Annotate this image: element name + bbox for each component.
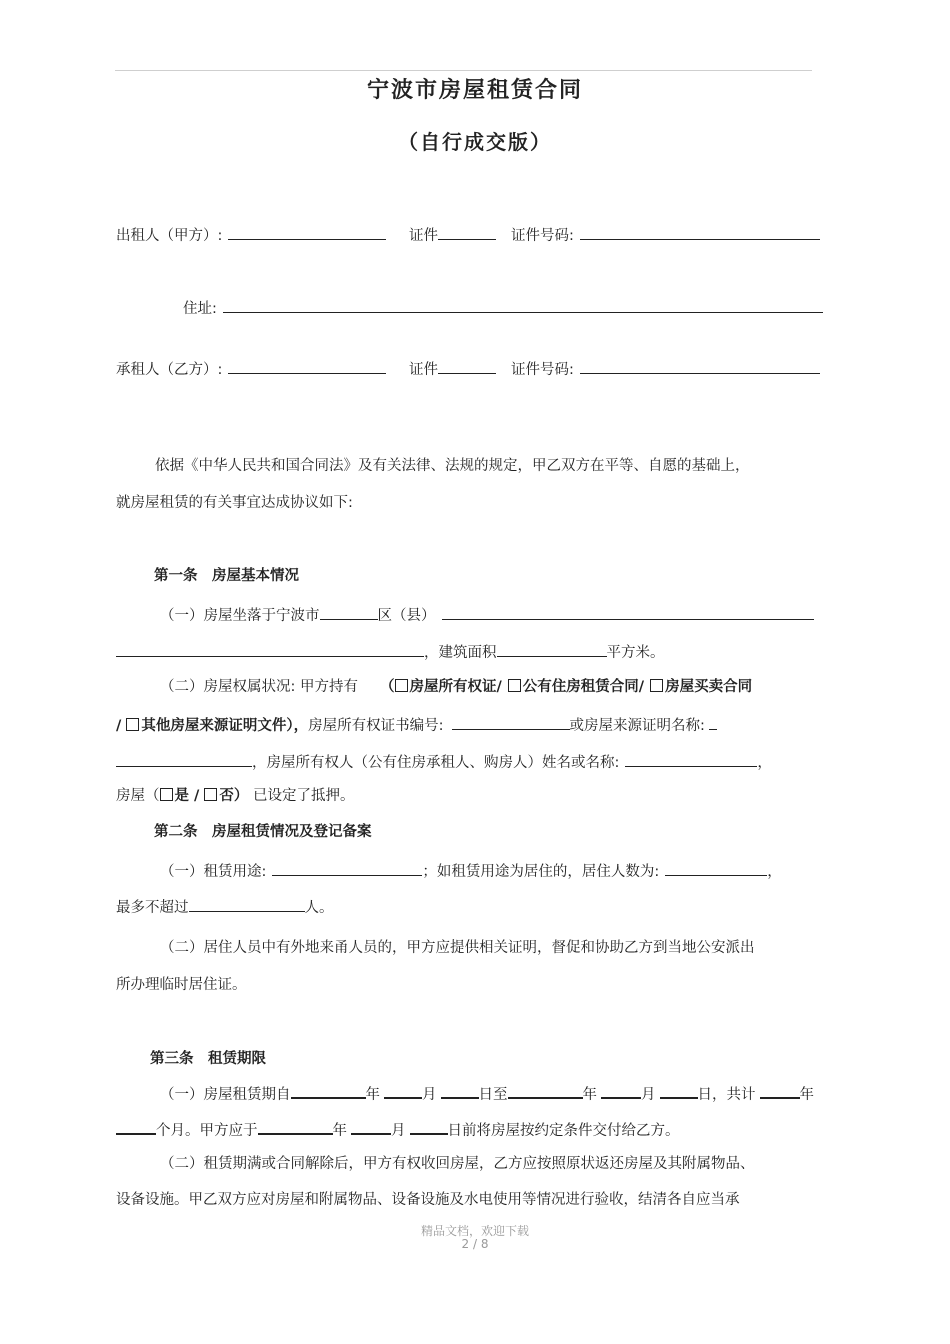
owner-field[interactable] xyxy=(625,750,757,767)
intro-line-2: 就房屋租赁的有关事宜达成协议如下: xyxy=(116,495,353,511)
option-other-documents: 其他房屋来源证明文件）， xyxy=(141,718,309,734)
source-doc-field[interactable] xyxy=(709,713,717,730)
article-2-heading: 第二条 房屋租赁情况及登记备案 xyxy=(154,824,372,840)
total-months-field[interactable] xyxy=(116,1117,156,1135)
article-2-usage-row xyxy=(160,859,782,882)
max-occupants-label: 最多不超过 xyxy=(116,900,189,916)
lessee-cert-field[interactable] xyxy=(438,357,496,374)
article-1-certificate-row xyxy=(116,713,717,736)
article-3-return-line-1: （二）租赁期满或合同解除后，甲方有权收回房屋，乙方应按照原状返还房屋及其附属物品、 xyxy=(160,1156,755,1172)
lessor-cert-no-label: 证件号码: xyxy=(511,228,574,244)
lessor-cert-label: 证件 xyxy=(409,228,438,244)
checkbox-public-housing-lease[interactable] xyxy=(508,679,521,692)
option-open-paren: （ xyxy=(380,679,395,695)
lessor-cert-row xyxy=(409,223,496,246)
owner-label: ，房屋所有权人（公有住房承租人、购房人）姓名或名称: xyxy=(252,755,620,771)
article-1-area-row xyxy=(116,640,665,663)
handover-suffix: 日前将房屋按约定条件交付给乙方。 xyxy=(447,1123,680,1139)
lessee-row xyxy=(116,357,386,380)
article-2-residence-line-1: （二）居住人员中有外地来甬人员的，甲方应提供相关证明，督促和协助乙方到当地公安派出 xyxy=(160,940,755,956)
ownership-prefix: （二）房屋权属状况: 甲方持有 xyxy=(160,679,358,695)
article-1-owner-row xyxy=(116,750,772,773)
area-unit: 平方米。 xyxy=(606,645,665,661)
lessee-cert-label: 证件 xyxy=(409,362,438,378)
end-day-unit: 日，共计 xyxy=(697,1087,756,1103)
certificate-no-label: 房屋所有权证书编号: xyxy=(308,718,444,734)
checkbox-mortgage-yes[interactable] xyxy=(160,788,173,801)
mortgage-yes-label: 是 xyxy=(174,788,189,804)
article-3-heading: 第三条 租赁期限 xyxy=(150,1051,266,1067)
end-day-field[interactable] xyxy=(660,1081,698,1099)
owner-comma: ， xyxy=(757,755,772,771)
lessee-label: 承租人（乙方）: xyxy=(116,362,223,378)
handover-label: 个月。甲方应于 xyxy=(156,1123,258,1139)
lessee-name-field[interactable] xyxy=(228,357,386,374)
max-occupants-field[interactable] xyxy=(189,895,305,912)
lessee-cert-row xyxy=(409,357,496,380)
lessor-cert-no-row xyxy=(511,223,820,246)
handover-month-field[interactable] xyxy=(351,1117,391,1135)
address-row xyxy=(183,296,823,319)
checkbox-property-certificate[interactable] xyxy=(395,679,408,692)
article-3-handover-row xyxy=(116,1117,680,1141)
lessor-cert-field[interactable] xyxy=(438,223,496,240)
mortgage-separator: / xyxy=(189,788,205,804)
article-1-ownership-row xyxy=(160,677,752,697)
end-month-unit: 月 xyxy=(641,1087,656,1103)
start-year-field[interactable] xyxy=(291,1081,366,1099)
source-doc-field-continued[interactable] xyxy=(116,750,252,767)
location-field[interactable] xyxy=(442,603,814,620)
lessor-row xyxy=(116,223,386,246)
area-label: ，建筑面积 xyxy=(424,645,497,661)
occupant-comma: ， xyxy=(767,864,782,880)
location-field-continued[interactable] xyxy=(116,640,424,657)
certificate-no-field[interactable] xyxy=(452,713,570,730)
term-start-label: （一）房屋租赁期自 xyxy=(160,1087,291,1103)
start-month-unit: 月 xyxy=(422,1087,437,1103)
end-year-field[interactable] xyxy=(508,1081,583,1099)
usage-field[interactable] xyxy=(272,859,422,876)
document-title: 宁波市房屋租赁合同 xyxy=(366,78,583,103)
total-years-unit: 年 xyxy=(799,1087,814,1103)
checkbox-purchase-contract[interactable] xyxy=(650,679,663,692)
occupant-count-field[interactable] xyxy=(665,859,767,876)
area-field[interactable] xyxy=(497,640,607,657)
page-number: 2 / 8 xyxy=(461,1237,489,1251)
lessor-name-field[interactable] xyxy=(228,223,386,240)
intro-line-1: 依据《中华人民共和国合同法》及有关法律、法规的规定，甲乙双方在平等、自愿的基础上， xyxy=(155,458,750,474)
header-rule xyxy=(115,70,812,71)
lessor-cert-no-field[interactable] xyxy=(580,223,820,240)
start-day-unit: 日至 xyxy=(478,1087,508,1103)
option-public-housing-lease: 公有住房租赁合同/ xyxy=(522,679,645,695)
address-label: 住址: xyxy=(183,301,217,317)
handover-day-field[interactable] xyxy=(410,1117,448,1135)
checkbox-other-documents[interactable] xyxy=(126,718,139,731)
handover-month-unit: 月 xyxy=(391,1123,406,1139)
article-1-heading: 第一条 房屋基本情况 xyxy=(154,568,299,584)
document-subtitle: （自行成交版） xyxy=(398,130,552,154)
lessee-cert-no-label: 证件号码: xyxy=(511,362,574,378)
lessor-label: 出租人（甲方）: xyxy=(116,228,223,244)
lessee-cert-no-row xyxy=(511,357,820,380)
checkbox-mortgage-no[interactable] xyxy=(204,788,217,801)
district-suffix: 区（县） xyxy=(377,608,436,624)
article-3-term-row xyxy=(160,1081,814,1105)
article-2-max-row xyxy=(116,895,334,918)
option-purchase-contract: 房屋买卖合同 xyxy=(665,679,753,695)
occupant-count-label: ；如租赁用途为居住的，居住人数为: xyxy=(422,864,660,880)
mortgage-prefix: 房屋（ xyxy=(116,788,160,804)
article-1-mortgage-row xyxy=(116,786,355,806)
max-occupants-unit: 人。 xyxy=(304,900,334,916)
lessee-cert-no-field[interactable] xyxy=(580,357,820,374)
district-field[interactable] xyxy=(320,603,378,620)
total-years-field[interactable] xyxy=(760,1081,800,1099)
option-property-certificate: 房屋所有权证/ xyxy=(409,679,502,695)
source-doc-label: 或房屋来源证明名称: xyxy=(569,718,705,734)
start-month-field[interactable] xyxy=(384,1081,422,1099)
address-field[interactable] xyxy=(223,296,823,313)
mortgage-suffix: 已设定了抵押。 xyxy=(248,788,355,804)
handover-year-field[interactable] xyxy=(258,1117,333,1135)
start-day-field[interactable] xyxy=(441,1081,479,1099)
article-2-residence-line-2: 所办理临时居住证。 xyxy=(116,977,247,993)
usage-label: （一）租赁用途: xyxy=(160,864,267,880)
location-prefix: （一）房屋坐落于宁波市 xyxy=(160,608,320,624)
article-3-return-line-2: 设备设施。甲乙双方应对房屋和附属物品、设备设施及水电使用等情况进行验收，结清各自应当承 xyxy=(116,1192,740,1208)
option-slash: / xyxy=(116,718,127,734)
start-year-unit: 年 xyxy=(365,1087,380,1103)
handover-year-unit: 年 xyxy=(332,1123,347,1139)
article-1-location-row xyxy=(160,603,814,626)
footer-watermark: 精品文档，欢迎下载 xyxy=(420,1224,529,1238)
end-year-unit: 年 xyxy=(582,1087,597,1103)
mortgage-no-label: 否） xyxy=(219,788,249,804)
end-month-field[interactable] xyxy=(601,1081,641,1099)
